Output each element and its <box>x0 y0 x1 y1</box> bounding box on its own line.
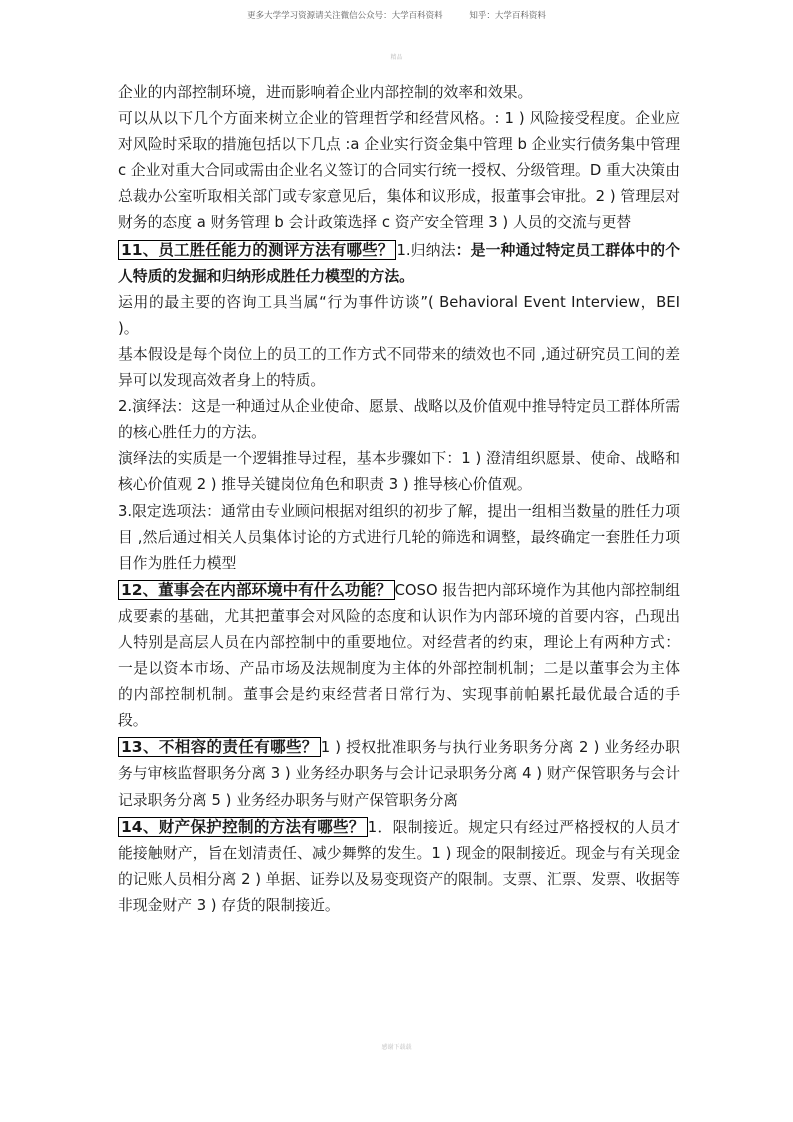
paragraph: 运用的最主要的咨询工具当属“行为事件访谈”( Behavioral Event Interview，BEI )。 <box>118 293 680 337</box>
document-body <box>118 80 680 919</box>
question-14-title: 14、财产保护控制的方法有哪些？ <box>118 817 368 837</box>
question-11 <box>118 237 680 290</box>
paragraph: 3.限定选项法：通常由专业顾问根据对组织的初步了解，提出一组相当数量的胜任力项目 ,然后通过相关人员集体讨论的方式进行几轮的筛选和调整，最终确定一套胜任力项目作为胜任力模型 <box>118 502 680 572</box>
header-left-text: 更多大学学习资源请关注微信公众号：大学百科资料 <box>247 11 443 21</box>
question-11-answer: ：是一种通过特定员工群体中的个人特质的发掘和归纳形成胜任力模型的方法。 <box>118 241 680 285</box>
question-13 <box>118 734 680 813</box>
question-14 <box>118 814 680 919</box>
question-12 <box>118 577 680 735</box>
watermark-top: 精品 <box>390 54 403 61</box>
paragraph: 基本假设是每个岗位上的员工的工作方式不同带来的绩效也不同 ,通过研究员工间的差异可以发现高效者身上的特质。 <box>118 345 680 390</box>
question-13-answer: 1 ) 授权批准职务与执行业务职务分离 2 ) 业务经办职务与审核监督职务分离 3 ) 业务经办职务与会计记录职务分离 4 ) 财产保管职务与会计记录职务分离 5 ) 业务经办职务与财产保管职务分离 <box>118 739 680 809</box>
question-12-answer: COSO 报告把内部环境作为其他内部控制组成要素的基础，尤其把董事会对风险的态度和认识作为内部环境的首要内容，凸现出人特别是高层人员在内部控制中的重要地位。对经营者的约束，理论上有两种方式：一是以资本市场、产品市场及法规制度为主体的外部控制机制；二是以董事会为主体的内部控制机制。董事会是约束经营者日常行为、实现事前帕累托最优最合适的手段。 <box>118 581 680 730</box>
paragraph: 可以从以下几个方面来树立企业的管理哲学和经营风格。: 1 ) 风险接受程度。企业应对风险时采取的措施包括以下几点 :a 企业实行资金集中管理 b 企业实行债务集中管理 c 企业对重大合同或需由企业名义签订的合同实行统一授权、分级管理。D 重大决策由总裁办公室听取相关部门或专家意见后，集体和议形成，报董事会审批。2 ) 管理层对财务的态度 a 财务管理 b 会计政策选择 c 资产安全管理 3 ) 人员的交流与更替 <box>118 110 680 232</box>
question-12-title: 12、董事会在内部环境中有什么功能？ <box>118 580 395 600</box>
question-13-title: 13、不相容的责任有哪些？ <box>118 737 321 757</box>
question-14-answer: 1．限制接近。规定只有经过严格授权的人员才能接触财产，旨在划清责任、减少舞弊的发生。1 ) 现金的限制接近。现金与有关现金的记账人员相分离 2 ) 单据、证券以及易变现资产的限制。支票、汇票、发票、收据等非现金财产 3 ) 存货的限制接近。 <box>118 818 680 914</box>
paragraph: 2.演绎法：这是一种通过从企业使命、愿景、战略以及价值观中推导特定员工群体所需的核心胜任力的方法。 <box>118 398 680 442</box>
paragraph: 演绎法的实质是一个逻辑推导过程，基本步骤如下：1 ) 澄清组织愿景、使命、战略和核心价值观 2 ) 推导关键岗位角色和职责 3 ) 推导核心价值观。 <box>118 450 680 494</box>
paragraph: 企业的内部控制环境，进而影响着企业内部控制的效率和效果。 <box>118 84 533 101</box>
page-header <box>0 9 793 21</box>
question-11-lead: 1.归纳法 <box>396 241 456 259</box>
watermark-bottom: 感谢下载载 <box>381 1044 412 1051</box>
question-11-title: 11、员工胜任能力的测评方法有哪些？ <box>118 240 396 260</box>
header-right-text: 知乎：大学百科资料 <box>469 11 546 21</box>
